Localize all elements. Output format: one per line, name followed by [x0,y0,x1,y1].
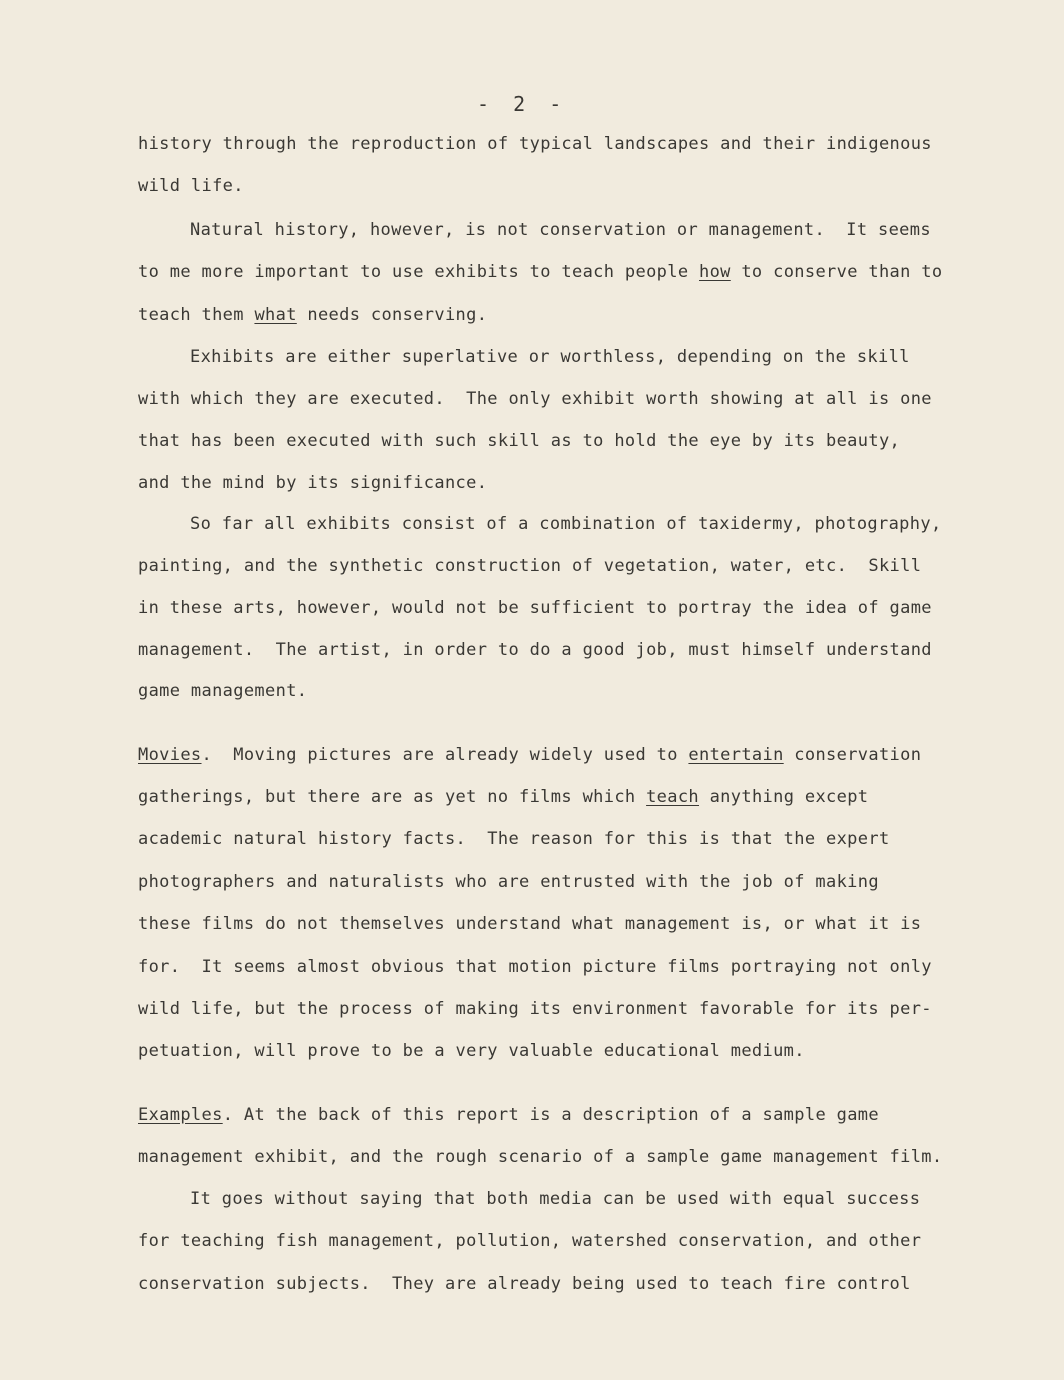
text-line: petuation, will prove to be a very valuable educational medium. [138,1041,805,1061]
text-line: these films do not themselves understand what management is, or what it is [138,914,922,934]
text-segment: conservation [783,745,922,765]
underlined-word: what [254,305,297,325]
text-line: management. The artist, in order to do a good job, must himself understand [138,640,932,660]
text-line: history through the reproduction of typical landscapes and their indigenous [138,134,932,154]
text-line: painting, and the synthetic construction of vegetation, water, etc. Skill [138,556,922,576]
text-segment: gatherings, but there are as yet no films which [138,787,647,807]
text-segment: . Moving pictures are already widely used to [201,745,689,765]
text-segment: . At the back of this report is a description of a sample game [222,1105,879,1125]
text-line: game management. [138,681,308,701]
text-line: photographers and naturalists who are entrusted with the job of making [138,872,879,892]
text-line: for teaching fish management, pollution, watershed conservation, and other [138,1231,922,1251]
text-segment: needs conserving. [296,305,488,325]
text-line: conservation subjects. They are already being used to teach fire control [138,1274,911,1294]
text-line [138,1105,958,1125]
text-line: management exhibit, and the rough scenario of a sample game management film. [138,1147,943,1167]
text-line: that has been executed with such skill as to hold the eye by its beauty, [138,431,901,451]
text-segment: teach them [138,305,255,325]
text-line: Natural history, however, is not conservation or management. It seems [190,220,931,240]
text-line: Exhibits are either superlative or worthless, depending on the skill [190,347,910,367]
text-line: in these arts, however, would not be sufficient to portray the idea of game [138,598,932,618]
underlined-word: entertain [688,745,784,765]
text-segment: anything except [699,787,869,807]
text-line: wild life, but the process of making its environment favorable for its per- [138,999,932,1019]
underlined-word: Examples [138,1105,223,1125]
text-line: for. It seems almost obvious that motion picture films portraying not only [138,957,932,977]
page-number: - 2 - [477,92,562,116]
underlined-word: how [699,262,731,282]
underlined-word: Movies [138,745,202,765]
text-segment: to conserve than to [730,262,943,282]
text-line: So far all exhibits consist of a combination of taxidermy, photography, [190,514,942,534]
underlined-word: teach [646,787,700,807]
text-line: with which they are executed. The only exhibit worth showing at all is one [138,389,932,409]
text-segment: to me more important to use exhibits to teach people [138,262,699,282]
text-line: academic natural history facts. The reason for this is that the expert [138,829,890,849]
text-line: and the mind by its significance. [138,473,488,493]
text-line [138,262,958,282]
text-line [138,787,958,807]
text-line [138,305,958,325]
text-line: wild life. [138,176,244,196]
text-line [138,745,958,765]
text-line: It goes without saying that both media can be used with equal success [190,1189,921,1209]
